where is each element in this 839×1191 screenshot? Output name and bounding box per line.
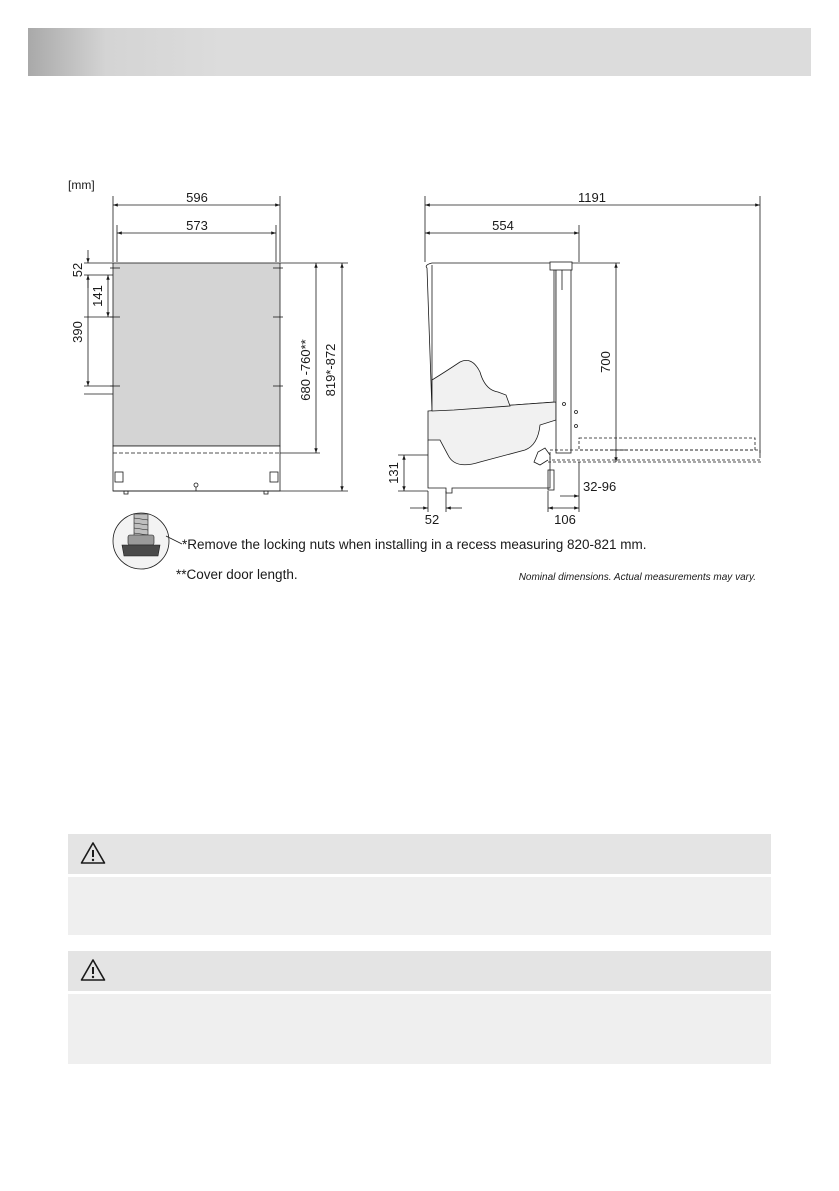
warning-header xyxy=(68,834,771,874)
dim-596: 596 xyxy=(186,190,208,205)
cover-door-panel xyxy=(113,263,280,446)
dim-390: 390 xyxy=(70,321,85,343)
warning-body xyxy=(68,877,771,935)
locking-nut-icon xyxy=(113,513,182,569)
note-disclaimer: Nominal dimensions. Actual measurements may vary. xyxy=(518,572,756,583)
warning-box-2 xyxy=(68,951,771,1064)
dim-total-height: 819*-872 xyxy=(323,343,338,397)
warning-triangle-icon xyxy=(80,958,106,982)
warning-triangle-icon xyxy=(80,841,106,865)
warning-box-1 xyxy=(68,834,771,935)
note-cover-door: **Cover door length. xyxy=(176,567,298,582)
unit-label: [mm] xyxy=(68,178,95,192)
dim-32-96: 32-96 xyxy=(583,479,617,494)
upper-basket xyxy=(432,360,510,411)
warning-header xyxy=(68,951,771,991)
dim-141: 141 xyxy=(90,285,105,307)
dim-52-side: 52 xyxy=(424,512,440,527)
door-open-outline xyxy=(579,438,755,450)
note-locking-nuts: *Remove the locking nuts when installing in a recess measuring 820-821 mm. xyxy=(182,537,647,552)
dim-cover-door-length: 680 -760** xyxy=(298,339,313,401)
dim-52-top: 52 xyxy=(70,262,85,278)
dim-573: 573 xyxy=(186,218,208,233)
side-view xyxy=(398,196,762,512)
dim-106: 106 xyxy=(554,512,576,527)
warning-body xyxy=(68,994,771,1064)
dim-700: 700 xyxy=(598,351,613,373)
dim-131: 131 xyxy=(386,462,401,484)
dim-1191: 1191 xyxy=(578,190,606,205)
side-door xyxy=(556,263,571,453)
dim-554: 554 xyxy=(492,218,514,233)
